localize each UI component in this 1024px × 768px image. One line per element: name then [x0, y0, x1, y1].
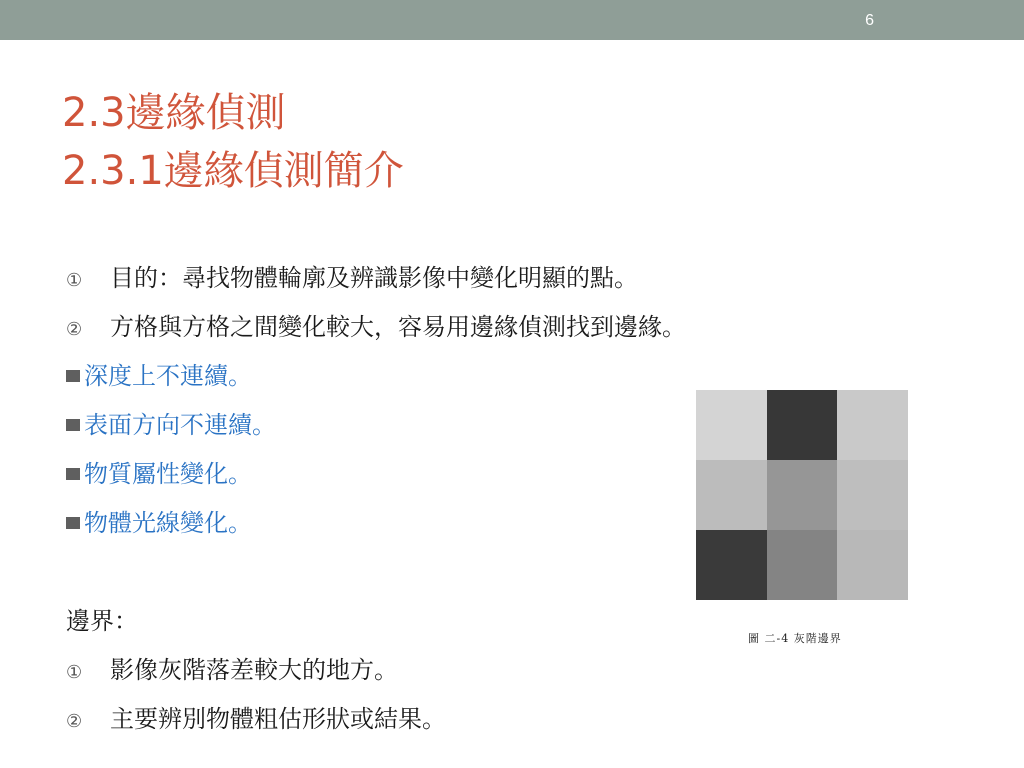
- list-item-text: 影像灰階落差較大的地方。: [110, 656, 398, 684]
- grid-cell: [767, 460, 838, 530]
- grid-cell: [767, 390, 838, 460]
- grid-cell: [837, 460, 908, 530]
- bullet-text: 深度上不連續。: [84, 362, 252, 390]
- grid-cell: [696, 460, 767, 530]
- grid-cell: [696, 390, 767, 460]
- bullet-text: 物質屬性變化。: [84, 460, 252, 488]
- figure-caption: 圖 二-4 灰階邊界: [748, 632, 842, 645]
- square-bullet-icon: [66, 419, 80, 431]
- list-item: [66, 254, 966, 303]
- title-line-2: 2.3.1邊緣偵測簡介: [62, 148, 404, 194]
- bullet-text: 物體光線變化。: [84, 509, 252, 537]
- page-number: 6: [865, 12, 874, 29]
- grid-cell: [837, 530, 908, 600]
- top-bar: [0, 0, 1024, 40]
- list-item: [66, 646, 966, 695]
- list-item: [66, 695, 966, 744]
- square-bullet-icon: [66, 468, 80, 480]
- circled-number: ①: [66, 270, 83, 291]
- grid-cell: [837, 390, 908, 460]
- circled-number: ①: [66, 662, 83, 683]
- circled-number: ②: [66, 711, 83, 732]
- circled-number: ②: [66, 319, 83, 340]
- bullet-text: 表面方向不連續。: [84, 411, 276, 439]
- list-item: [66, 303, 966, 352]
- slide-title: [62, 84, 404, 200]
- square-bullet-icon: [66, 517, 80, 529]
- boundary-heading: 邊界：: [66, 607, 138, 635]
- grid-cell: [696, 530, 767, 600]
- title-line-1: 2.3邊緣偵測: [62, 90, 286, 136]
- list-item-text: 方格與方格之間變化較大，容易用邊緣偵測找到邊緣。: [110, 313, 686, 341]
- list-item-text: 目的：尋找物體輪廓及辨識影像中變化明顯的點。: [110, 264, 638, 292]
- square-bullet-icon: [66, 370, 80, 382]
- list-item-text: 主要辨別物體粗估形狀或結果。: [110, 705, 446, 733]
- grid-cell: [767, 530, 838, 600]
- grayscale-grid-figure: [696, 390, 908, 600]
